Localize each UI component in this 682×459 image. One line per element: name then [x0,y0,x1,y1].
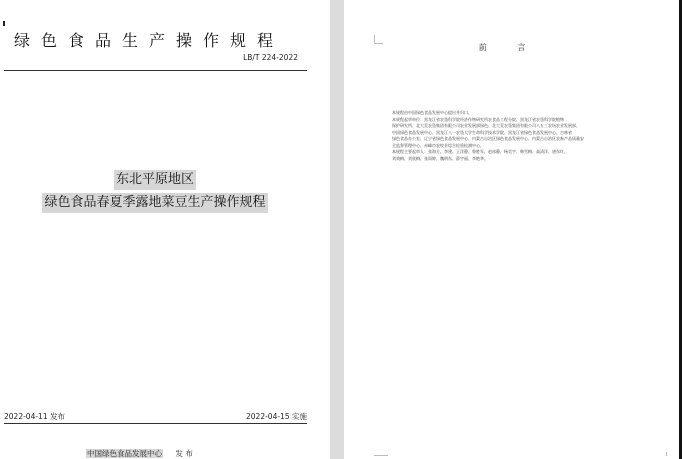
cover-page [0,0,330,459]
preface-page [344,0,682,459]
preface-paragraph: 中国绿色食品发展中心、黑龙江八一农垦大学生命科学技术学院、黑龙江省绿色食品发展中心、吉林省 [392,129,572,135]
standard-code: LB/T 224-2022 [243,53,298,62]
page-gutter [330,0,344,459]
footer-crop-mark-right [666,452,667,456]
footer-crop-mark [374,455,388,456]
preface-paragraph: 绿色食品办公室、辽宁省绿色食品发展中心、内蒙古自治区绿色食品发展中心、内蒙古自治区农畜产品质量安 [392,136,584,141]
preface-title: 前 言 [478,43,540,52]
preface-paragraph: 刘效梅、刘欣梅、张雨婷、魏明东、薛宇丽、李艳华。 [392,155,488,161]
preface-paragraph: 全监督管理中心、赤峰市农牧业综合检验检测中心。 [392,142,484,148]
implement-date: 2022-04-15 实施 [246,412,307,421]
preface-paragraph: 本规程由中国绿色食品发展中心提出并归口。 [392,110,472,115]
corner-tick [3,21,5,26]
publisher-row [86,448,193,459]
top-rule [4,70,307,71]
document-title-block [0,168,310,213]
preface-body [384,110,679,162]
issue-date: 2022-04-11 发布 [4,412,65,421]
bottom-rule [4,423,307,424]
preface-paragraph: 本规程起草单位：黑龙江省农垦科学院经济作物研究所农食品工程分院、黑龙江省农垦科学院植物 [392,116,564,122]
publisher-name: 中国绿色食品发展中心 [87,449,162,458]
title-main: 绿色食品春夏季露地菜豆生产操作规程 [42,193,267,213]
publish-label: 发 布 [175,449,193,458]
preface-paragraph: 本规程主要起草人：张海方、李建、王洋静、鲁胜军、赵冰静、杨昊宇、韩雪梅、高清洋、唐东红、 [392,149,568,154]
standard-series-title: 绿色食品生产操作规程 [14,31,285,50]
preface-paragraph: 保护研究所、北大荒农垦集团有限公司农业发展部绿色、北大荒农垦集团有限公司八五三农场农业发展部、 [392,123,580,128]
title-region: 东北平原地区 [114,170,196,190]
